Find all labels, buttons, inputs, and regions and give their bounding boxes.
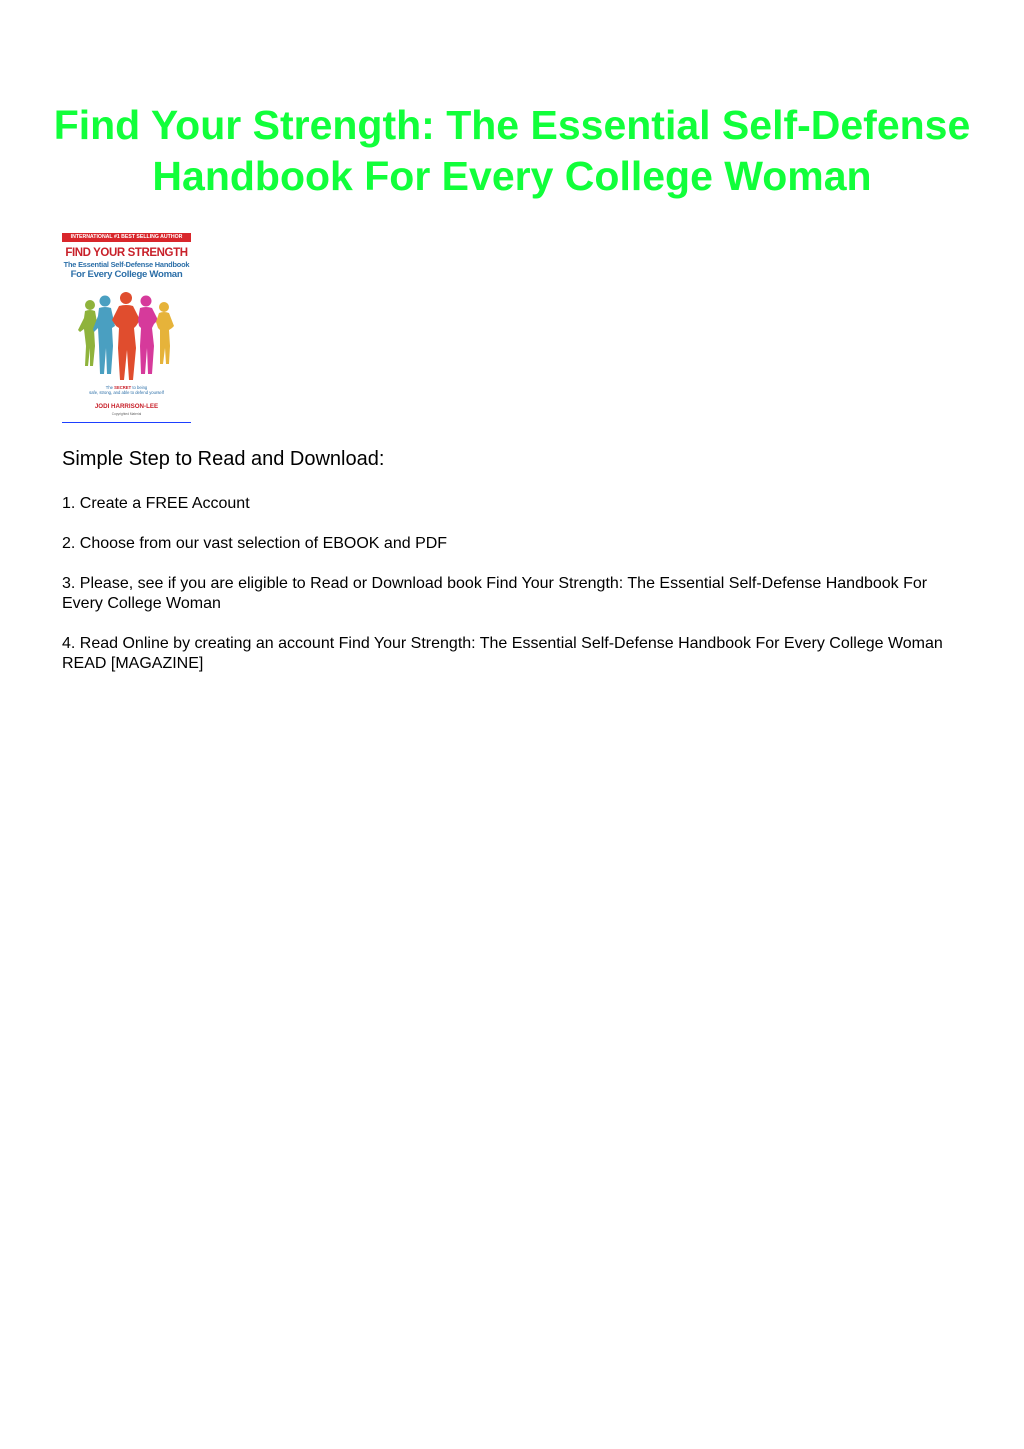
cover-tagline — [62, 385, 191, 395]
cover-author: JODI HARRISON-LEE — [94, 403, 159, 410]
silhouette-orange — [112, 292, 140, 380]
cover-title: FIND YOUR STRENGTH — [65, 247, 188, 259]
cover-publisher: Copyrighted Material — [111, 412, 142, 416]
cover-tagline-part1: The — [105, 385, 113, 390]
cover-tagline-line2: safe, strong, and able to defend yourself — [89, 390, 164, 395]
book-cover-image — [62, 233, 191, 421]
step-3-text: 3. Please, see if you are eligible to Read or Download book Find Your Strength: The Essential Self-Defense Handbook For Every College Woman — [62, 575, 928, 612]
silhouette-yellow — [156, 302, 174, 364]
cover-subtitle-line-2: For Every College Woman — [70, 269, 183, 280]
cover-tagline-secret: SECRET — [114, 385, 132, 390]
silhouette-green — [78, 300, 98, 366]
step-2-text: 2. Choose from our vast selection of EBOOK and PDF — [62, 535, 448, 552]
silhouette-blue — [93, 296, 115, 375]
page-title: Find Your Strength: The Essential Self-Defense Handbook For Every College Woman — [53, 102, 971, 199]
cover-banner: INTERNATIONAL #1 BEST SELLING AUTHOR — [62, 233, 191, 242]
book-cover-link[interactable] — [62, 233, 191, 423]
silhouette-pink — [138, 296, 158, 375]
instructions-heading: Simple Step to Read and Download: — [62, 448, 385, 470]
women-silhouettes-illustration — [76, 288, 177, 381]
step-4-text: 4. Read Online by creating an account Find Your Strength: The Essential Self-Defense Handbook For Every College Woman READ [MAGAZINE] — [62, 635, 943, 672]
cover-subtitle-line-1: The Essential Self-Defense Handbook — [63, 260, 190, 269]
cover-tagline-part2: to being — [132, 385, 148, 390]
step-1-text: 1. Create a FREE Account — [62, 495, 250, 512]
